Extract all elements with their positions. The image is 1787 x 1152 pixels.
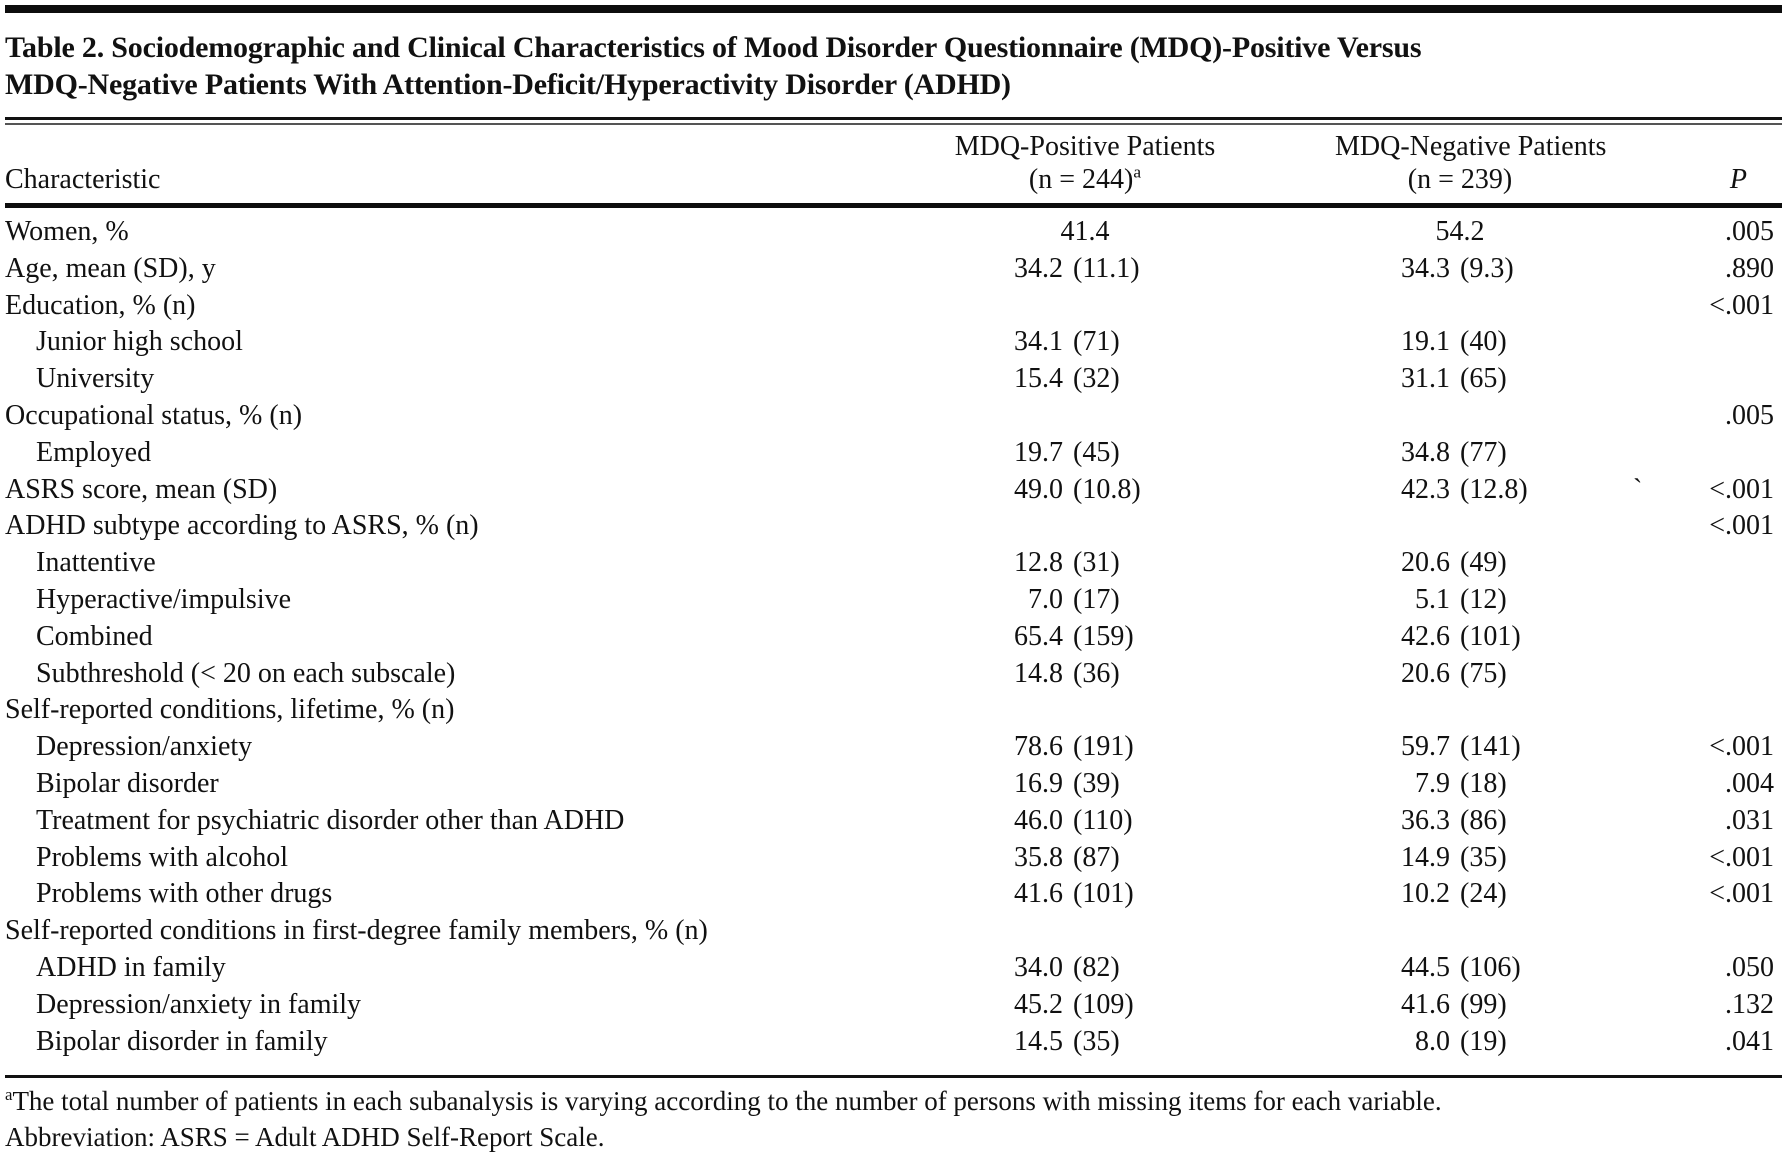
mdq-negative-value: 5.1 (12) [1415, 583, 1507, 615]
characteristic-label: Depression/anxiety [36, 731, 253, 763]
table-row [5, 987, 1782, 1024]
mdq-negative-value: 42.3 (12.8) [1401, 473, 1528, 505]
table-footnotes [5, 1078, 1782, 1152]
column-header-mdq-negative: MDQ-Negative Patients (n = 239) [1335, 131, 1607, 195]
column-gap [1225, 545, 1335, 582]
characteristic-label: Bipolar disorder [36, 767, 219, 799]
mdq-positive-value: 35.8 (87) [1014, 841, 1120, 873]
table-row [5, 361, 1782, 398]
column-gap [1225, 508, 1335, 545]
p-value: .005 [1725, 399, 1774, 431]
characteristic-label: Occupational status, % (n) [5, 399, 303, 431]
column-gap [1225, 803, 1335, 840]
mdq-positive-value [945, 692, 1225, 729]
mdq-positive-value [945, 398, 1225, 435]
top-rule [5, 5, 1782, 13]
column-gap [1225, 876, 1335, 913]
table-row [5, 619, 1782, 656]
table-title-line1: Table 2. Sociodemographic and Clinical Characteristics of Mood Disorder Questionnaire (MDQ)-Positive Versus [5, 31, 1422, 64]
p-value [1585, 545, 1782, 582]
table-row [5, 913, 1782, 950]
p-value [1585, 435, 1782, 472]
table-row [5, 803, 1782, 840]
mdq-positive-value: 12.8 (31) [1014, 547, 1120, 579]
p-value [1585, 619, 1782, 656]
column-gap [1225, 1024, 1335, 1061]
mdq-negative-value: 8.0 (19) [1415, 1025, 1507, 1057]
mdq-negative-value [1335, 508, 1585, 545]
mdq-positive-value: 14.8 (36) [1014, 657, 1120, 689]
characteristic-label: ADHD subtype according to ASRS, % (n) [5, 510, 479, 542]
mdq-positive-value: 14.5 (35) [1014, 1025, 1120, 1057]
characteristic-label: Age, mean (SD), y [5, 252, 216, 284]
footnote-marker-a: a [5, 1085, 13, 1105]
characteristic-label: Junior high school [36, 326, 243, 358]
p-value: <.001 [1709, 289, 1774, 321]
footnote-abbreviation: Abbreviation: ASRS = Adult ADHD Self-Report Scale. [5, 1122, 605, 1152]
p-value: .041 [1725, 1025, 1774, 1057]
mdq-positive-value: 41.4 [1060, 216, 1110, 247]
table-row [5, 472, 1782, 509]
characteristic-label: Treatment for psychiatric disorder other than ADHD [36, 804, 625, 836]
mdq-negative-value: 44.5 (106) [1401, 951, 1521, 983]
column-gap [1225, 361, 1335, 398]
mdq-negative-value: 34.3 (9.3) [1401, 252, 1514, 284]
mdq-negative-value: 7.9 (18) [1415, 767, 1507, 799]
column-gap [1225, 766, 1335, 803]
column-gap [1225, 619, 1335, 656]
mdq-negative-value: 20.6 (75) [1401, 657, 1507, 689]
column-header-characteristic: Characteristic [5, 164, 161, 195]
p-value: <.001 [1709, 473, 1774, 505]
p-value [1585, 656, 1782, 693]
p-value: <.001 [1709, 841, 1774, 873]
table-row [5, 950, 1782, 987]
column-gap [1225, 656, 1335, 693]
table-row [5, 766, 1782, 803]
p-value: <.001 [1709, 510, 1774, 542]
column-gap [1225, 398, 1335, 435]
table-row [5, 1024, 1782, 1061]
characteristic-label: Hyperactive/impulsive [36, 583, 292, 615]
p-value: <.001 [1709, 878, 1774, 910]
p-value [1585, 361, 1782, 398]
table-row [5, 876, 1782, 913]
p-value: .005 [1725, 216, 1774, 247]
characteristic-label: ASRS score, mean (SD) [5, 473, 278, 505]
mdq-positive-value [945, 508, 1225, 545]
table-row [5, 324, 1782, 361]
column-gap [1225, 987, 1335, 1024]
p-value: .890 [1725, 252, 1774, 284]
column-gap [1225, 729, 1335, 766]
mdq-negative-value: 59.7 (141) [1401, 731, 1521, 763]
table-row [5, 582, 1782, 619]
column-gap [1225, 435, 1335, 472]
mdq-positive-value: 45.2 (109) [1014, 988, 1134, 1020]
table-title [5, 13, 1782, 115]
mdq-positive-value: 15.4 (32) [1014, 363, 1120, 395]
column-gap [1225, 288, 1335, 325]
characteristic-label: Problems with alcohol [36, 841, 288, 873]
column-header-p-value: P [1729, 164, 1747, 195]
table-header-row [5, 125, 1782, 203]
column-header-mdq-positive: MDQ-Positive Patients (n = 244)$^a$ [954, 131, 1216, 195]
mdq-positive-value: 34.0 (82) [1014, 951, 1120, 983]
characteristic-label: Combined [36, 620, 153, 652]
column-gap [1225, 840, 1335, 877]
mdq-positive-value: 41.6 (101) [1014, 878, 1134, 910]
table-row [5, 288, 1782, 325]
p-value: .132 [1725, 988, 1774, 1020]
column-gap [1225, 472, 1335, 509]
table-row [5, 729, 1782, 766]
characteristic-label: Employed [36, 436, 152, 468]
mdq-negative-value: 41.6 (99) [1401, 988, 1507, 1020]
table-title-line2: MDQ-Negative Patients With Attention-Deficit/Hyperactivity Disorder (ADHD) [5, 68, 1011, 101]
mdq-positive-value: 49.0 (10.8) [1014, 473, 1141, 505]
column-gap [1225, 251, 1335, 288]
mdq-negative-value [1335, 692, 1585, 729]
mdq-positive-value: 16.9 (39) [1014, 767, 1120, 799]
footnote-marker-a: a [1133, 162, 1142, 182]
mdq-positive-value: 19.7 (45) [1014, 436, 1120, 468]
characteristic-label: ADHD in family [36, 951, 226, 983]
mdq-positive-value: 34.1 (71) [1014, 326, 1120, 358]
mdq-negative-value: 20.6 (49) [1401, 547, 1507, 579]
mdq-negative-value [1335, 288, 1585, 325]
p-value [1585, 582, 1782, 619]
characteristic-label: Problems with other drugs [36, 878, 333, 910]
column-gap [1225, 913, 1335, 950]
mdq-positive-value: 46.0 (110) [1014, 804, 1133, 836]
column-gap [1225, 950, 1335, 987]
characteristic-label: Education, % (n) [5, 289, 196, 321]
table-row [5, 435, 1782, 472]
mdq-negative-value [1335, 913, 1585, 950]
mdq-positive-value [945, 913, 1225, 950]
characteristic-label: Inattentive [36, 547, 156, 579]
p-value [1585, 692, 1782, 729]
footnote-sample-size: $^a$The total number of patients in each subanalysis is varying according to the number of persons with missing items for each variable. [5, 1085, 1442, 1117]
mdq-positive-value [945, 288, 1225, 325]
table-row [5, 840, 1782, 877]
characteristic-label: Self-reported conditions in first-degree family members, % (n) [5, 915, 708, 947]
p-value: .050 [1725, 951, 1774, 983]
mdq-negative-value: 19.1 (40) [1401, 326, 1507, 358]
mdq-negative-value: 10.2 (24) [1401, 878, 1507, 910]
mdq-positive-value: 65.4 (159) [1014, 620, 1134, 652]
p-value: <.001 [1709, 731, 1774, 763]
p-value [1585, 913, 1782, 950]
p-value: .031 [1725, 804, 1774, 836]
table-row [5, 656, 1782, 693]
mdq-negative-value: 54.2 [1435, 216, 1485, 247]
column-gap [1225, 324, 1335, 361]
mdq-positive-value: 78.6 (191) [1014, 731, 1134, 763]
characteristic-label: Women, % [5, 216, 129, 247]
p-value: .004 [1725, 767, 1774, 799]
mdq-negative-value: 36.3 (86) [1401, 804, 1507, 836]
table-row [5, 398, 1782, 435]
table-row [5, 545, 1782, 582]
column-gap [1225, 214, 1335, 251]
characteristic-label: Self-reported conditions, lifetime, % (n) [5, 694, 455, 726]
table-row [5, 508, 1782, 545]
characteristic-label: University [36, 363, 155, 395]
table-row [5, 214, 1782, 251]
characteristic-label: Bipolar disorder in family [36, 1025, 328, 1057]
mdq-negative-value: 31.1 (65) [1401, 363, 1507, 395]
mdq-positive-value: 7.0 (17) [1028, 583, 1120, 615]
mdq-negative-value: 34.8 (77) [1401, 436, 1507, 468]
column-gap [1225, 582, 1335, 619]
column-gap [1225, 692, 1335, 729]
title-separator-rule [5, 117, 1782, 125]
table-row [5, 251, 1782, 288]
mdq-positive-value: 34.2 (11.1) [1014, 252, 1140, 284]
mdq-negative-value [1335, 398, 1585, 435]
characteristic-label: Depression/anxiety in family [36, 988, 362, 1020]
stray-mark: ` [1633, 473, 1643, 505]
mdq-negative-value: 42.6 (101) [1401, 620, 1521, 652]
p-value [1585, 324, 1782, 361]
mdq-negative-value: 14.9 (35) [1401, 841, 1507, 873]
characteristic-label: Subthreshold (< 20 on each subscale) [36, 657, 456, 689]
table-body [5, 208, 1782, 1060]
table-row [5, 692, 1782, 729]
